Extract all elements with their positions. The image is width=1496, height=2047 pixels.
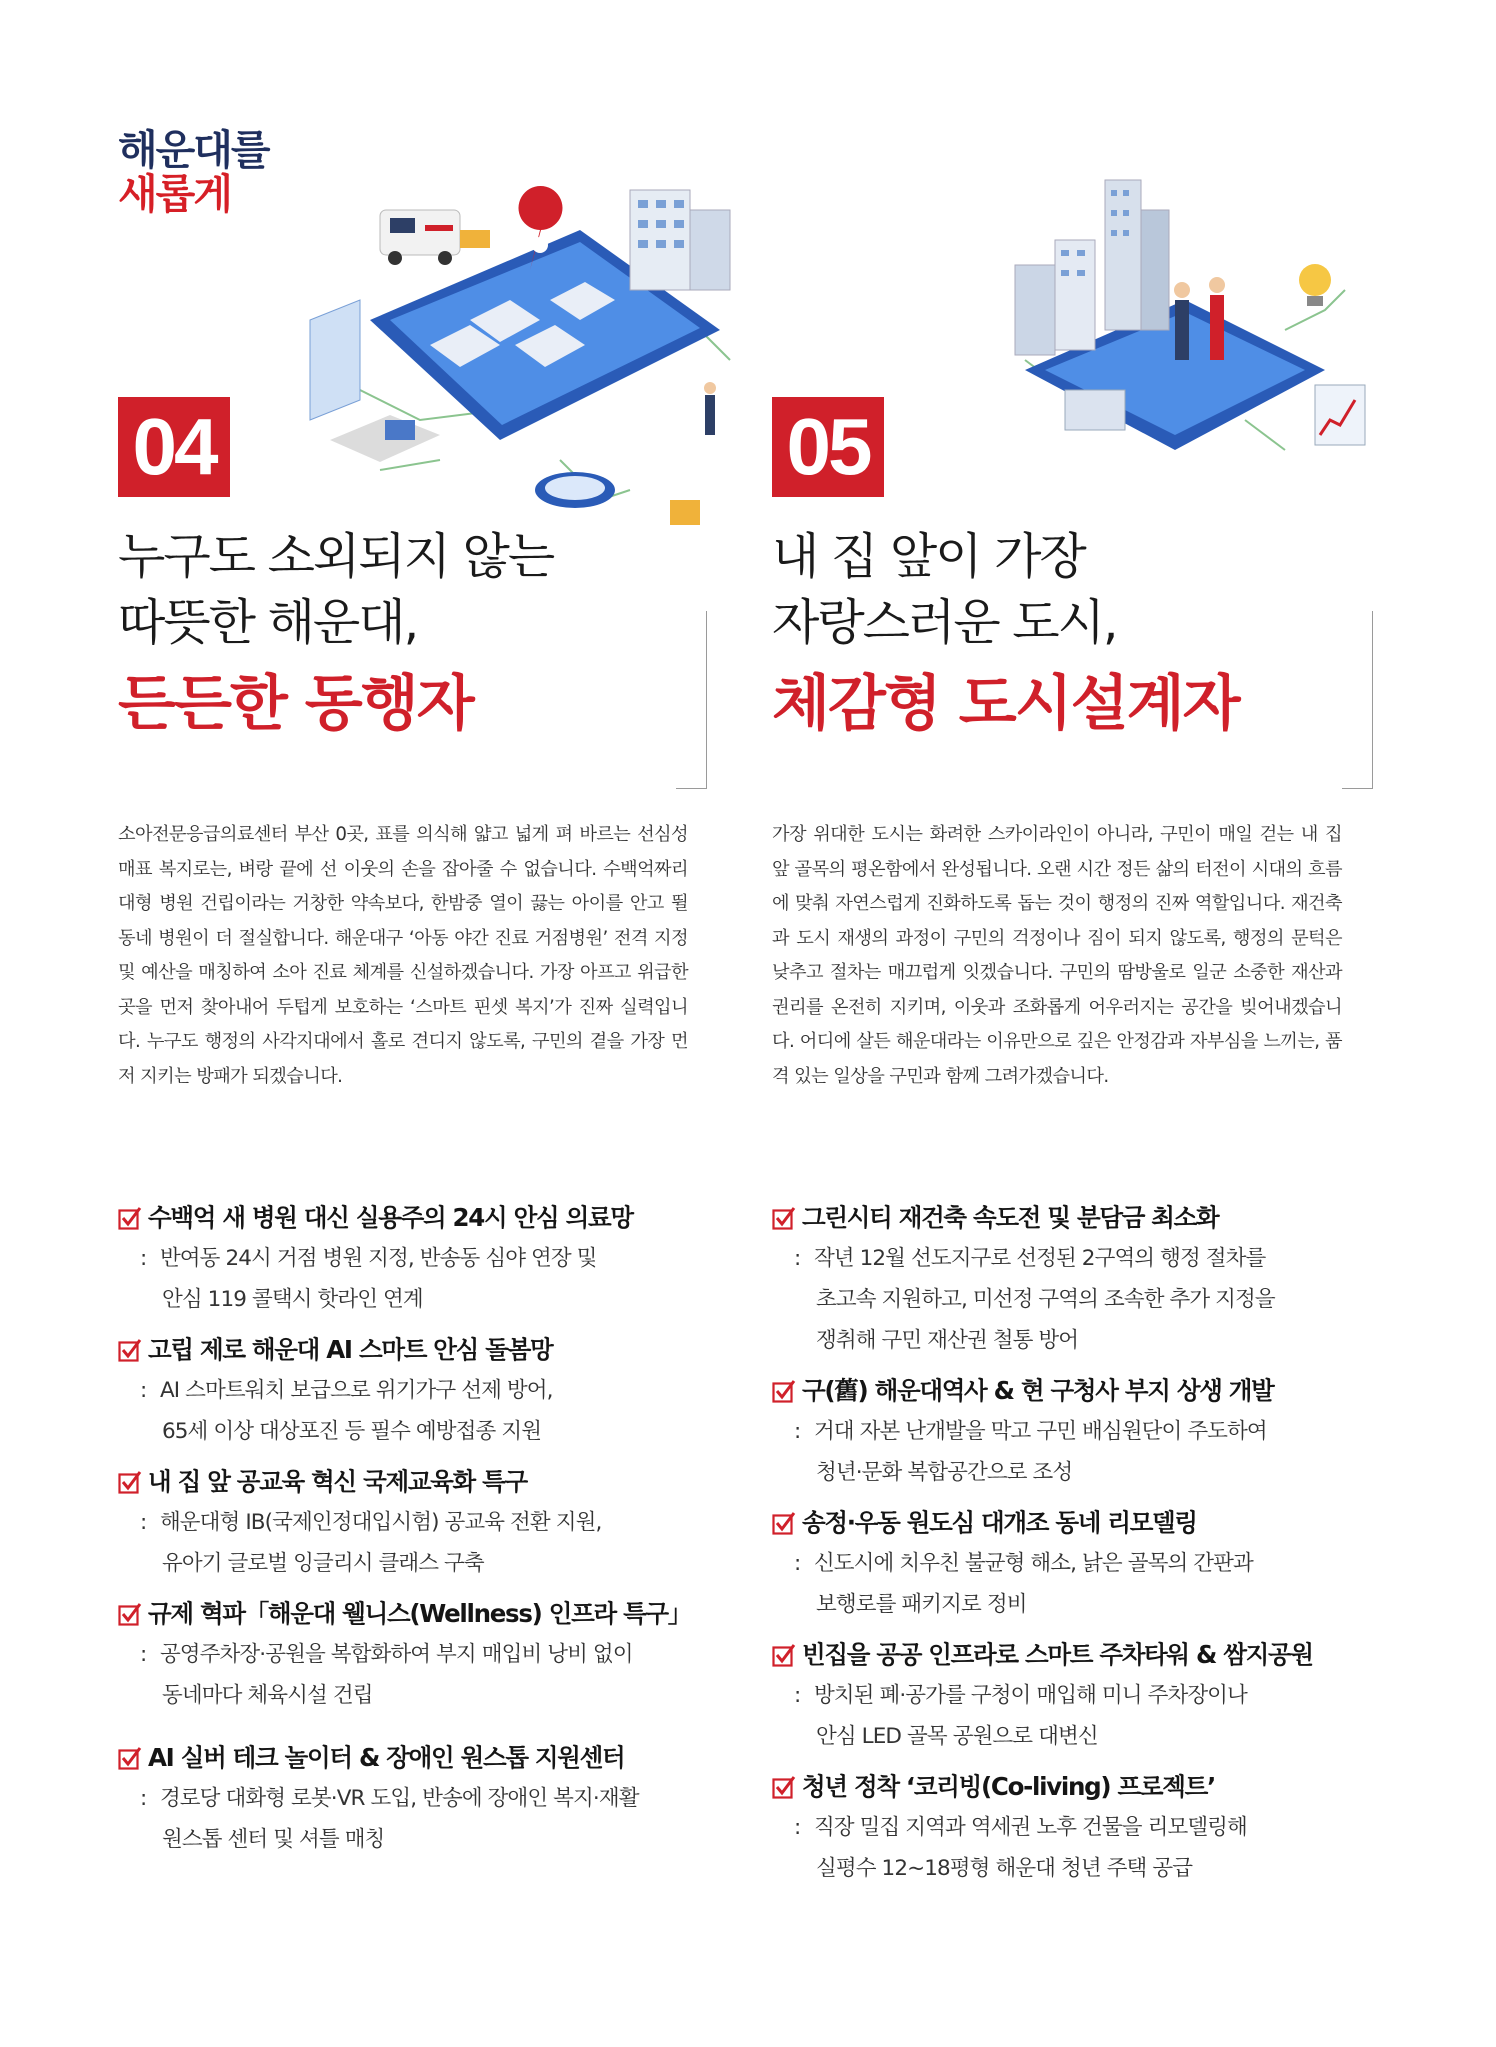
checkbox-icon (772, 1206, 796, 1230)
checklist-item-desc: 안심 119 콜택시 핫라인 연계 (162, 1287, 423, 1312)
checklist-item: 구(舊) 해운대역사 & 현 구청사 부지 상생 개발 : 거대 자본 난개발을 막고 구민 배심원단이 주도하여 청년·문화 복합공간으로 조성 (772, 1371, 1352, 1493)
checklist-item: 수백억 새 병원 대신 실용주의 24시 안심 의료망 : 반여동 24시 거점 병원 지정, 반송동 심야 연장 및 안심 119 콜택시 핫라인 연계 (118, 1198, 698, 1320)
checkbox-icon (118, 1602, 142, 1626)
brand-line1: 해운대를 (118, 126, 269, 174)
checklist-item-title: 규제 혁파「해운대 웰니스(Wellness) 인프라 특구」 (148, 1599, 692, 1628)
section-05-headline-line1: 내 집 앞이 가장 (772, 528, 1085, 585)
checklist-item-desc: 경로당 대화형 로봇·VR 도입, 반송에 장애인 복지·재활 (159, 1786, 639, 1811)
checklist-item: 청년 정착 ‘코리빙(Co-living) 프로젝트’ : 직장 밀집 지역과 역세권 노후 건물을 리모델링해 실평수 12~18평형 해운대 청년 주택 공급 (772, 1767, 1352, 1889)
checklist-item-title: 수백억 새 병원 대신 실용주의 24시 안심 의료망 (148, 1203, 633, 1232)
checklist-item-desc: 공영주차장·공원을 복합화하여 부지 매입비 낭비 없이 (159, 1642, 633, 1667)
checklist-item: 빈집을 공공 인프라로 스마트 주차타워 & 쌈지공원 : 방치된 폐·공가를 구청이 매입해 미니 주차장이나 안심 LED 골목 공원으로 대변신 (772, 1635, 1352, 1757)
urban-design-illustration (985, 170, 1385, 510)
checklist-item-desc: 직장 밀집 지역과 역세권 노후 건물을 리모델링해 (813, 1815, 1247, 1840)
brand-line2: 새롭게 (118, 170, 231, 218)
checklist-item-title: 구(舊) 해운대역사 & 현 구청사 부지 상생 개발 (802, 1376, 1274, 1405)
section-05-checklist (772, 1198, 1352, 1899)
checklist-item-title: 그린시티 재건축 속도전 및 분담금 최소화 (802, 1203, 1219, 1232)
checkbox-icon (772, 1643, 796, 1667)
section-05-headline-line2: 자랑스러운 도시, (772, 594, 1117, 651)
checkbox-icon (118, 1470, 142, 1494)
checkbox-icon (772, 1511, 796, 1535)
checklist-item-desc: 초고속 지원하고, 미선정 구역의 조속한 추가 지정을 (816, 1287, 1275, 1312)
checkbox-icon (772, 1775, 796, 1799)
section-number-04: 04 (118, 397, 230, 497)
section-04-headline (118, 524, 553, 746)
section-04-headline-line1: 누구도 소외되지 않는 (118, 528, 554, 585)
checklist-item-desc: 청년·문화 복합공간으로 조성 (816, 1460, 1073, 1485)
checklist-item-title: AI 실버 테크 놀이터 & 장애인 원스톱 지원센터 (148, 1743, 625, 1772)
checklist-item-title: 송정·우동 원도심 대개조 동네 리모델링 (802, 1508, 1197, 1537)
section-05-headline-accent: 체감형 도시설계자 (772, 669, 1239, 739)
checklist-item-desc: 유아기 글로벌 잉글리시 클래스 구축 (162, 1551, 484, 1576)
checklist-item-desc: 동네마다 체육시설 건립 (162, 1683, 373, 1708)
checkbox-icon (118, 1746, 142, 1770)
section-04-bracket-divider (676, 611, 707, 789)
checklist-item: 내 집 앞 공교육 혁신 국제교육화 특구 : 해운대형 IB(국제인정대입시험) 공교육 전환 지원, 유아기 글로벌 잉글리시 클래스 구축 (118, 1462, 698, 1584)
checklist-item-title: 빈집을 공공 인프라로 스마트 주차타워 & 쌈지공원 (802, 1640, 1313, 1669)
checklist-item-desc: 원스톱 센터 및 셔틀 매칭 (162, 1827, 385, 1852)
section-05-body: 가장 위대한 도시는 화려한 스카이라인이 아니라, 구민이 매일 걷는 내 집 앞 골목의 평온함에서 완성됩니다. 오랜 시간 정든 삶의 터전이 시대의 흐름에 맞춰 자연스럽게 진화하도록 돕는 것이 행정의 진짜 역할입니다. 재건축과 도시 재생의 과정이 구민의 걱정이나 짐이 되지 않도록, 행정의 문턱은 낮추고 절차는 매끄럽게 잇겠습니다. 구민의 땀방울로 일군 소중한 재산과 권리를 온전히 지키며, 이웃과 조화롭게 어우러지는 공간을 빚어내겠습니다. 어디에 살든 해운대라는 이유만으로 깊은 안정감과 자부심을 느끼는, 품격 있는 일상을 구민과 함께 그려가겠습니다. (772, 824, 1342, 1087)
checklist-item-title: 내 집 앞 공교육 혁신 국제교육화 특구 (148, 1467, 527, 1496)
checklist-item-desc: 신도시에 치우친 불균형 해소, 낡은 골목의 간판과 (813, 1551, 1253, 1576)
checkbox-icon (118, 1206, 142, 1230)
checklist-item: 그린시티 재건축 속도전 및 분담금 최소화 : 작년 12월 선도지구로 선정된 2구역의 행정 절차를 초고속 지원하고, 미선정 구역의 조속한 추가 지정을 쟁취해 구민 재산권 철통 방어 (772, 1198, 1352, 1361)
checklist-item: 송정·우동 원도심 대개조 동네 리모델링 : 신도시에 치우친 불균형 해소, 낡은 골목의 간판과 보행로를 패키지로 정비 (772, 1503, 1352, 1625)
checklist-item-desc: 방치된 폐·공가를 구청이 매입해 미니 주차장이나 (813, 1683, 1247, 1708)
checklist-item-desc: 안심 LED 골목 공원으로 대변신 (816, 1724, 1098, 1749)
checklist-item: 규제 혁파「해운대 웰니스(Wellness) 인프라 특구」 : 공영주차장·공원을 복합화하여 부지 매입비 낭비 없이 동네마다 체육시설 건립 (118, 1594, 698, 1716)
checklist-item-desc: AI 스마트워치 보급으로 위기가구 선제 방어, (159, 1378, 553, 1403)
checklist-item-desc: 작년 12월 선도지구로 선정된 2구역의 행정 절차를 (813, 1246, 1266, 1271)
checklist-item-desc: 반여동 24시 거점 병원 지정, 반송동 심야 연장 및 (159, 1246, 597, 1271)
section-04-headline-line2: 따뜻한 해운대, (118, 594, 418, 651)
checklist-item-desc: 거대 자본 난개발을 막고 구민 배심원단이 주도하여 (813, 1419, 1267, 1444)
medical-city-illustration (300, 170, 770, 540)
section-number-05: 05 (772, 397, 884, 497)
checklist-item: AI 실버 테크 놀이터 & 장애인 원스톱 지원센터 : 경로당 대화형 로봇·VR 도입, 반송에 장애인 복지·재활 원스톱 센터 및 셔틀 매칭 (118, 1738, 698, 1860)
checklist-item-desc: 보행로를 패키지로 정비 (816, 1592, 1027, 1617)
checklist-item-desc: 쟁취해 구민 재산권 철통 방어 (816, 1328, 1079, 1353)
checklist-item: 고립 제로 해운대 AI 스마트 안심 돌봄망 : AI 스마트워치 보급으로 위기가구 선제 방어, 65세 이상 대상포진 등 필수 예방접종 지원 (118, 1330, 698, 1452)
section-04-body: 소아전문응급의료센터 부산 0곳, 표를 의식해 얇고 넓게 펴 바르는 선심성 매표 복지로는, 벼랑 끝에 선 이웃의 손을 잡아줄 수 없습니다. 수백억짜리 대형 병원 건립이라는 거창한 약속보다, 한밤중 열이 끓는 아이를 안고 뛸 동네 병원이 더 절실합니다. 해운대구 ‘아동 야간 진료 거점병원’ 전격 지정 및 예산을 매칭하여 소아 진료 체계를 신설하겠습니다. 가장 아프고 위급한 곳을 먼저 찾아내어 두텁게 보호하는 ‘스마트 핀셋 복지’가 진짜 실력입니다. 누구도 행정의 사각지대에서 홀로 견디지 않도록, 구민의 곁을 가장 먼저 지키는 방패가 되겠습니다. (118, 824, 688, 1087)
checklist-item-title: 고립 제로 해운대 AI 스마트 안심 돌봄망 (148, 1335, 553, 1364)
section-04-headline-accent: 든든한 동행자 (118, 669, 473, 739)
checklist-item-desc: 실평수 12~18평형 해운대 청년 주택 공급 (816, 1856, 1193, 1881)
checklist-item-desc: 해운대형 IB(국제인정대입시험) 공교육 전환 지원, (159, 1510, 602, 1535)
checklist-item-desc: 65세 이상 대상포진 등 필수 예방접종 지원 (162, 1419, 542, 1444)
section-05-headline (772, 524, 1239, 746)
brand-logo (118, 128, 268, 216)
section-04-checklist (118, 1198, 698, 1870)
checkbox-icon (772, 1379, 796, 1403)
section-05-bracket-divider (1342, 611, 1373, 789)
checklist-item-title: 청년 정착 ‘코리빙(Co-living) 프로젝트’ (802, 1772, 1215, 1801)
checkbox-icon (118, 1338, 142, 1362)
